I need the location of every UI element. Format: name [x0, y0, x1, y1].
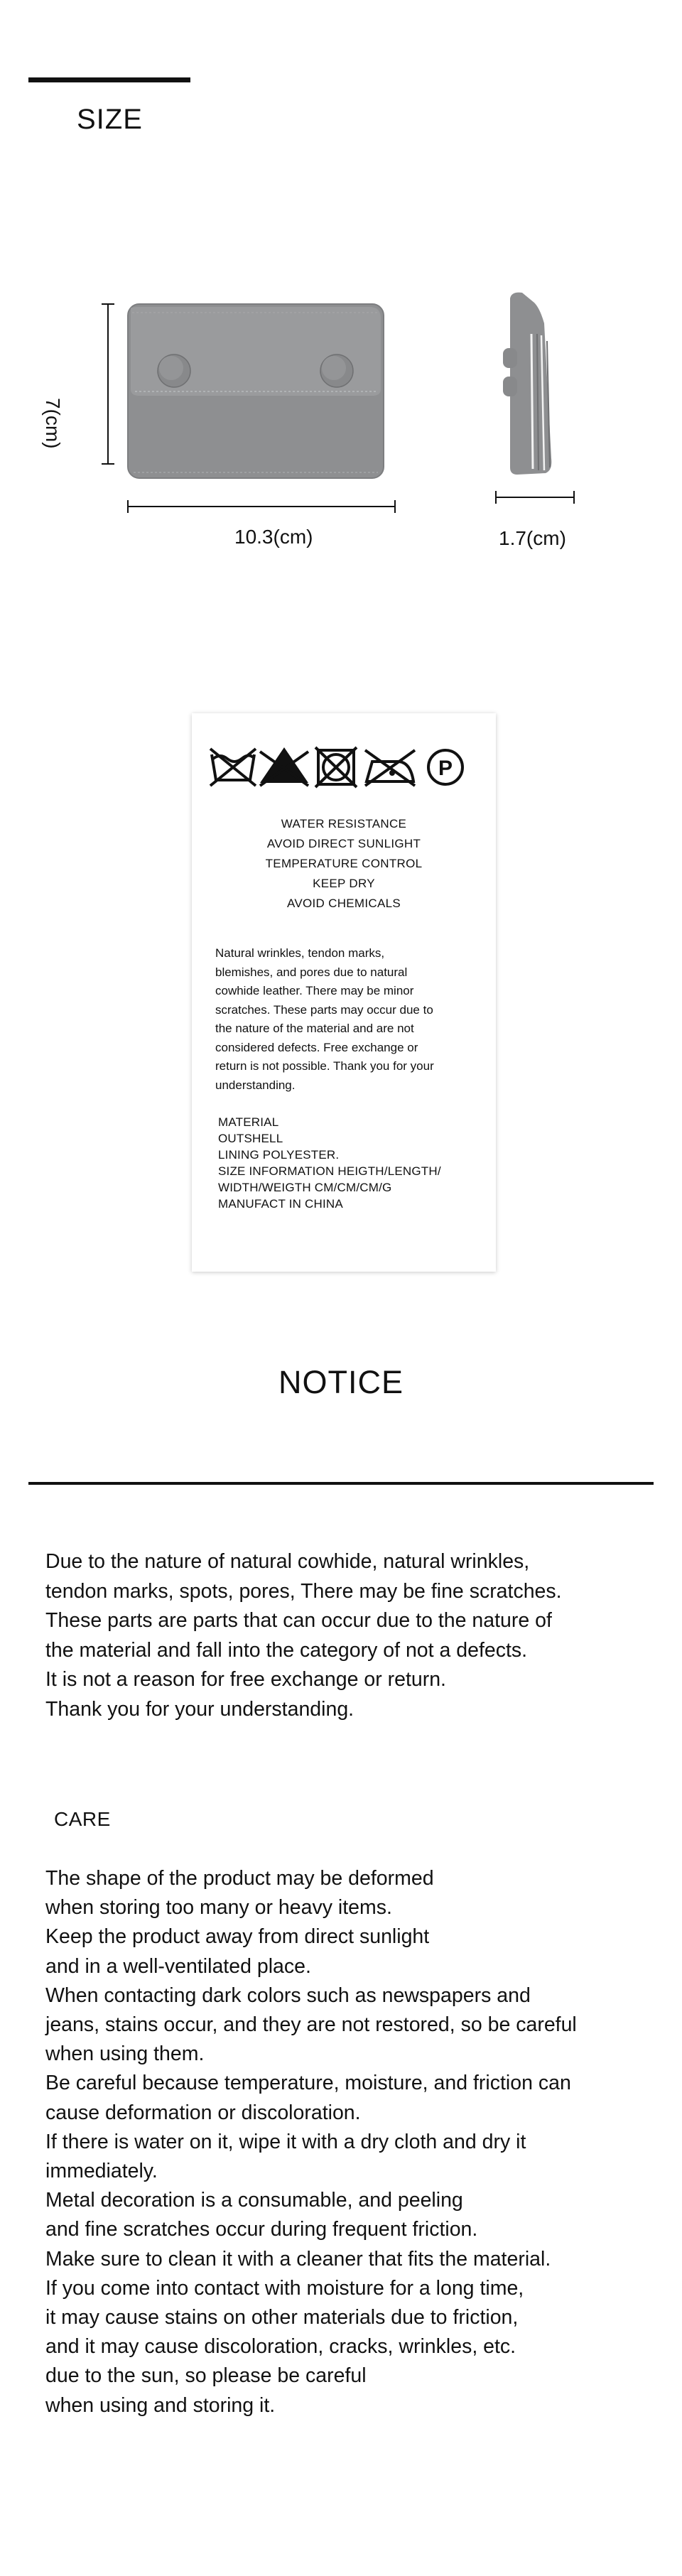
notice-line: the material and fall into the category of not a defects. — [45, 1638, 528, 1662]
care-line: when using and storing it. — [45, 2393, 276, 2417]
size-title: SIZE — [77, 104, 143, 135]
warning-line: WATER RESISTANCE — [281, 817, 407, 830]
no-wash-icon — [210, 749, 256, 786]
care-line: Keep the product away from direct sunlight — [45, 1925, 430, 1949]
notice-title: NOTICE — [278, 1364, 404, 1400]
paragraph-line: return is not possible. Thank you for your — [215, 1059, 434, 1073]
care-line: and in a well-ventilated place. — [45, 1954, 311, 1978]
care-line: immediately. — [45, 2160, 158, 2183]
care-line: Be careful because temperature, moisture, and friction can — [45, 2072, 571, 2095]
care-line: and fine scratches occur during frequent friction. — [45, 2218, 478, 2241]
top-divider — [28, 77, 190, 82]
notice-body — [45, 1547, 656, 1724]
care-label-material — [218, 1114, 488, 1212]
no-bleach-icon — [260, 747, 308, 786]
notice-divider — [28, 1482, 654, 1485]
care-line: If there is water on it, wipe it with a dry cloth and dry it — [45, 2130, 526, 2153]
care-line: when storing too many or heavy items. — [45, 1896, 392, 1920]
svg-text:P: P — [438, 757, 453, 780]
care-line: Metal decoration is a consumable, and peeling — [45, 2189, 463, 2212]
care-line: when using them. — [45, 2042, 205, 2066]
care-line: and it may cause discoloration, cracks, wrinkles, etc. — [45, 2335, 516, 2359]
care-line: Make sure to clean it with a cleaner that fits the material. — [45, 2247, 551, 2271]
notice-line: It is not a reason for free exchange or return. — [45, 1668, 446, 1691]
notice-line: Due to the nature of natural cowhide, natural wrinkles, — [45, 1550, 530, 1573]
paragraph-line: the nature of the material and are not — [215, 1022, 414, 1035]
width-label: 10.3(cm) — [234, 526, 313, 548]
care-body — [45, 1864, 671, 2420]
material-line: OUTSHELL — [218, 1132, 283, 1145]
notice-line: tendon marks, spots, pores, There may be fine scratches. — [45, 1579, 562, 1603]
care-line: When contacting dark colors such as newspapers and — [45, 1984, 531, 2007]
material-line: LINING POLYESTER. — [218, 1148, 340, 1162]
no-tumble-dry-icon — [315, 747, 357, 787]
care-line: it may cause stains on other materials due to friction, — [45, 2306, 519, 2329]
care-label-card — [192, 713, 496, 1272]
notice-line: These parts are parts that can occur due to the nature of — [45, 1609, 552, 1632]
material-line: MANUFACT IN CHINA — [218, 1197, 343, 1211]
care-line: due to the sun, so please be careful — [45, 2364, 367, 2388]
wallet-side-view — [483, 284, 597, 526]
professional-clean-p-icon — [428, 750, 462, 784]
care-warnings — [192, 814, 496, 914]
paragraph-line: Natural wrinkles, tendon marks, — [215, 946, 385, 960]
care-symbols-row — [209, 742, 479, 791]
care-line: cause deformation or discoloration. — [45, 2101, 361, 2124]
paragraph-line: cowhide leather. There may be minor — [215, 984, 414, 997]
material-line: WIDTH/WEIGTH CM/CM/CM/G — [218, 1181, 392, 1194]
care-label-paragraph — [215, 944, 477, 1095]
warning-line: KEEP DRY — [313, 877, 375, 890]
warning-line: AVOID DIRECT SUNLIGHT — [266, 837, 421, 850]
care-line: The shape of the product may be deformed — [45, 1867, 434, 1890]
material-line: SIZE INFORMATION HEIGTH/LENGTH/ — [218, 1164, 441, 1178]
care-line: jeans, stains occur, and they are not restored, so be careful — [45, 2013, 577, 2037]
notice-line: Thank you for your understanding. — [45, 1697, 354, 1721]
depth-label: 1.7(cm) — [499, 527, 566, 549]
care-line: If you come into contact with moisture for a long time, — [45, 2276, 524, 2300]
paragraph-line: blemishes, and pores due to natural — [215, 965, 408, 979]
care-title: CARE — [54, 1808, 111, 1830]
no-iron-icon — [365, 750, 415, 786]
warning-line: TEMPERATURE CONTROL — [265, 857, 423, 870]
height-label: 7(cm) — [42, 398, 64, 449]
wallet-front-view — [57, 291, 426, 547]
paragraph-line: scratches. These parts may occur due to — [215, 1002, 433, 1017]
paragraph-line: understanding. — [215, 1078, 296, 1092]
warning-line: AVOID CHEMICALS — [286, 897, 401, 910]
material-line: MATERIAL — [218, 1115, 279, 1129]
paragraph-line: considered defects. Free exchange or — [215, 1040, 418, 1054]
